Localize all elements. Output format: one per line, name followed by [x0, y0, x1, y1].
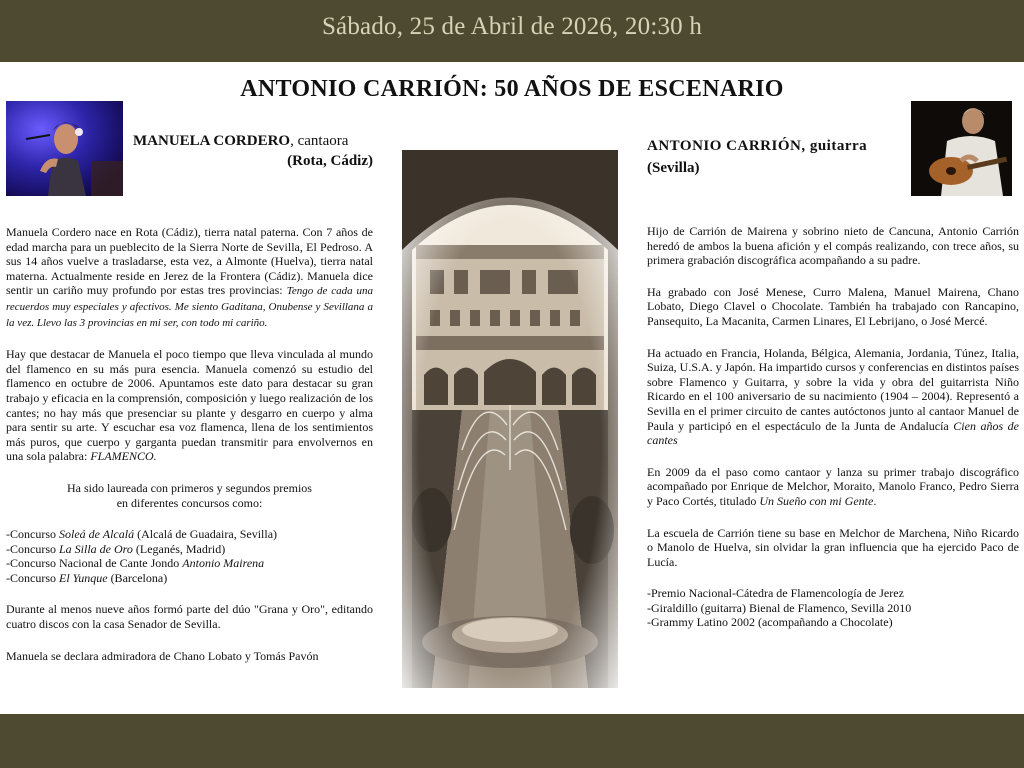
singer-photo	[6, 101, 123, 196]
event-date: Sábado, 25 de Abril de 2026, 20:30 h	[321, 13, 703, 40]
singer-name: MANUELA CORDERO	[133, 133, 291, 149]
bio-emphasis: FLAMENCO.	[90, 449, 157, 464]
guitarist-heading	[647, 135, 887, 179]
bio-text: Manuela Cordero nace en Rota (Cádiz), tierra natal paterna. Con 7 años de edad marcha para un pueblecito de la Sierra Norte de Sevilla, El Pedroso. A sus 14 años vuelve a trasladarse, esta vez, a Almonte (Huelva), tierra natal materna. Actualmente reside en Jerez de la Frontera (Cádiz). Manuela dice sentir un cariño muy profundo por estas tres provincias:	[6, 225, 373, 298]
contest-prefix: -Concurso	[6, 527, 59, 542]
singer-bio-paragraph	[6, 225, 373, 330]
contest-suffix: (Barcelona)	[107, 570, 168, 585]
guitarist-bio-paragraph	[647, 346, 1019, 448]
guitarist-origin: (Sevilla)	[647, 160, 700, 176]
bio-text: En 2009 da el paso como cantaor y lanza su primer trabajo discográfico acompañado por Enrique de Melchor, Moraito, Manolo Franco, Pedro Sierra y Paco Cortés, titulado	[647, 464, 1019, 508]
bio-quote: Tengo de cada una recuerdos muy especiales y afectivos. Me siento Gaditana, Onubense y Sevillana a la vez. Llevo las 3 provincias en mi ser, con todo mi cariño.	[6, 285, 374, 329]
bio-text: Hay que destacar de Manuela el poco tiempo que lleva vinculada al mundo del flamenco en su más pura esencia. Manuela comenzó su estudio del flamenco en octubre de 2006. Apuntamos este dato para destacar su gran trabajo y eficacia en la comprensión, composición y luego realización de los cantes; no hay más que presenciar su plante y desgarro en cuerpo y alma para sentir su arte. Y escuchar esa voz flamenca, llena de los sentimientos más puros, que cuerpo y garganta puedan transmitir para envolvernos en una sola palabra:	[6, 347, 373, 464]
bio-emphasis: Cien años de cantes	[647, 418, 1019, 448]
guitarist-bio-paragraph: Ha grabado con José Menese, Curro Malena, Manuel Mairena, Chano Lobato, Diego Clavel o Chocolate. También ha trabajado con Rancapino, Pansequito, La Macanita, Carmen Linares, El Lebrijano, o José Mercé.	[647, 284, 1019, 328]
contest-name: El Yunque	[59, 570, 108, 585]
guitarist-name: ANTONIO CARRIÓN,	[647, 138, 806, 154]
contest-prefix: -Concurso	[6, 570, 59, 585]
singer-origin: (Rota, Cádiz)	[287, 153, 373, 169]
award-list	[647, 586, 1019, 630]
contest-item	[6, 571, 373, 586]
awards-intro	[6, 481, 373, 510]
guitarist-role: guitarra	[805, 138, 868, 154]
guitarist-bio	[647, 224, 1019, 647]
singer-bio-paragraph: Durante al menos nueve años formó parte del dúo "Grana y Oro", editando cuatro discos con la casa Senador de Sevilla.	[6, 602, 373, 632]
contest-suffix: (Alcalá de Guadaira, Sevilla)	[134, 527, 278, 542]
contest-suffix: (Leganés, Madrid)	[132, 541, 226, 556]
guitarist-bio-paragraph: Hijo de Carrión de Mairena y sobrino nieto de Cancuna, Antonio Carrión heredó de ambos la buena afición y el compás realizando, con trece años, su primera grabación discográfica acompañando a su padre.	[647, 224, 1019, 268]
contest-item	[6, 527, 373, 542]
singer-role: , cantaora	[290, 133, 349, 149]
guitarist-bio-paragraph	[647, 465, 1019, 509]
contest-item	[6, 556, 373, 571]
bio-text: .	[873, 493, 877, 508]
contest-prefix: -Concurso Nacional de Cante Jondo	[6, 556, 183, 571]
footer-bar	[0, 714, 1024, 768]
singer-bio-paragraph	[6, 347, 373, 464]
awards-intro-line: en diferentes concursos como:	[116, 495, 263, 510]
contest-prefix: -Concurso	[6, 541, 59, 556]
awards-intro-line: Ha sido laureada con primeros y segundos premios	[67, 480, 312, 495]
award-item: -Premio Nacional-Cátedra de Flamencología de Jerez	[647, 586, 904, 601]
contest-name: Antonio Mairena	[182, 556, 265, 571]
award-item: -Grammy Latino 2002 (acompañando a Chocolate)	[647, 615, 893, 630]
award-item: -Giraldillo (guitarra) Bienal de Flamenco, Sevilla 2010	[647, 600, 912, 615]
bio-emphasis: Un Sueño con mi Gente	[759, 493, 874, 508]
guitarist-bio-paragraph: La escuela de Carrión tiene su base en Melchor de Marchena, Niño Ricardo o Manolo de Huelva, sin olvidar la gran influencia que ha ejercido Paco de Lucía.	[647, 525, 1019, 569]
bio-text: Ha actuado en Francia, Holanda, Bélgica, Alemania, Jordania, Túnez, Italia, Suiza, U.S.A. y Japón. Ha impartido cursos y conferencias en distintos países sobre Flamenco y Guitarra, y sobre la vida y obra del guitarrista Niño Ricardo en el 100 aniversario de su nacimiento (1904 – 2004). Representó a Sevilla en el primer circuito de cantes autóctonos junto al cantaor Manuel de Paula y participó en el espectáculo de la Junta de Andalucía	[647, 345, 1019, 433]
singer-heading	[133, 131, 373, 171]
guitarist-photo	[911, 101, 1012, 196]
page-title: ANTONIO CARRIÓN: 50 AÑOS DE ESCENARIO	[240, 76, 784, 102]
singer-bio	[6, 225, 373, 680]
contest-name: La Silla de Oro	[59, 541, 133, 556]
singer-bio-paragraph: Manuela se declara admiradora de Chano Lobato y Tomás Pavón	[6, 648, 319, 663]
header-bar	[0, 0, 1024, 62]
contest-name: Soleá de Alcalá	[59, 527, 135, 542]
alhambra-photo	[402, 150, 618, 688]
contest-item	[6, 542, 373, 557]
contest-list	[6, 527, 373, 585]
